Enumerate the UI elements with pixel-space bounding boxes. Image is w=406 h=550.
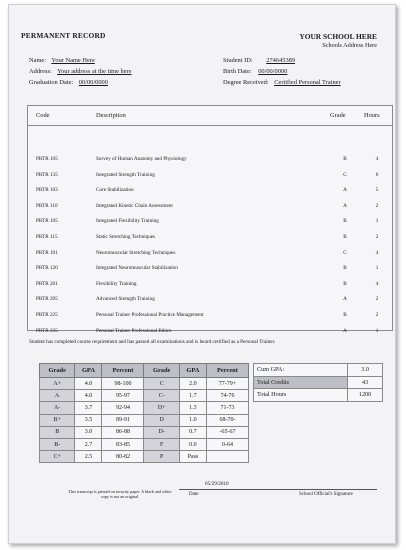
grade-scale-cell: 2.0 (179, 378, 206, 390)
total-credits-row (254, 376, 383, 389)
school-name: YOUR SCHOOL HERE (299, 32, 377, 41)
grade-scale-header-cell: GPA (75, 364, 102, 378)
grade-scale-cell: 71-73 (206, 402, 248, 414)
grade-scale-cell: 92-94 (102, 402, 144, 414)
course-description: Personal Trainer Professional Ethics (96, 327, 172, 334)
course-hours: 4 (375, 280, 379, 287)
grade-scale-cell: 2.7 (75, 438, 102, 450)
grade-scale-cell: 3.5 (75, 414, 102, 426)
course-code: PRTR 235 (36, 327, 58, 334)
course-row (28, 232, 392, 244)
course-description: Integrated Kinetic Chain Assessment (96, 202, 173, 209)
course-grade: B (343, 218, 347, 225)
grade-scale-table (39, 363, 249, 463)
grade-scale-cell: A- (40, 402, 75, 414)
course-grade: A (343, 327, 347, 334)
date-label: Date (189, 492, 199, 497)
course-hours: 1 (375, 327, 379, 334)
grade-scale-cell: 86-88 (102, 426, 144, 438)
course-hours: 5 (375, 187, 379, 194)
graduation-date-row (29, 79, 108, 86)
course-hours: 2 (375, 234, 379, 240)
grade-scale-cell: 98-100 (102, 378, 144, 390)
grade-scale-header (40, 364, 249, 378)
summary-table (253, 363, 383, 402)
grade-scale-row (40, 390, 249, 402)
graduation-date-label: Graduation Date: (29, 79, 74, 86)
grade-scale-cell: B- (40, 438, 75, 450)
course-table (27, 105, 393, 334)
total-hours-row (254, 389, 383, 402)
grade-scale-cell: 74-76 (206, 390, 248, 402)
course-hours: 4 (375, 249, 379, 256)
grade-scale-header-cell: Grade (40, 364, 75, 378)
grade-scale-cell: A+ (40, 378, 75, 390)
grade-scale-cell: 4.0 (75, 390, 102, 402)
grade-scale-cell: -65-67 (206, 426, 248, 438)
course-code: PRTR 115 (36, 234, 58, 240)
course-code: PRTR 201 (36, 280, 58, 287)
grade-scale-cell: 1.0 (179, 414, 206, 426)
grade-scale-cell: D+ (144, 402, 179, 414)
header-description: Description (96, 112, 126, 119)
course-code: PRTR 110 (36, 202, 58, 209)
student-id-value: 274645389 (266, 57, 296, 64)
completion-note: Student has completed course requirement and has passed all examinations and is heard certified as a Personal Trainer. (29, 339, 276, 345)
course-description: Integrated Neuromuscular Stabilization (96, 265, 178, 272)
course-description: Integrated Flexibility Training (96, 218, 159, 225)
grade-scale-cell: 0.0 (179, 438, 206, 450)
grade-scale-cell: 89-91 (102, 414, 144, 426)
course-description: Neuromuscular Stretching Techniques (96, 249, 176, 256)
total-hours-value: 1200 (348, 389, 383, 402)
course-grade: B (343, 265, 347, 272)
course-code: PRTR 103 (36, 187, 58, 194)
course-grade: C (343, 249, 347, 256)
course-hours: 1 (375, 265, 379, 272)
grade-scale-cell: Pass (179, 451, 206, 463)
course-hours: 2 (375, 312, 379, 318)
course-row (28, 279, 392, 291)
date-line (179, 489, 275, 490)
course-row (28, 248, 392, 260)
student-name-row (29, 57, 95, 64)
course-grade: B (343, 234, 347, 240)
grade-scale-cell: B (40, 426, 75, 438)
grade-scale-row (40, 451, 249, 463)
grade-scale-row (40, 438, 249, 450)
header-code: Code (36, 112, 50, 119)
course-grade: A (343, 202, 347, 209)
grade-scale-cell: 95-97 (102, 390, 144, 402)
degree-row (223, 79, 341, 86)
grade-scale-cell: 68-70- (206, 414, 248, 426)
grade-scale-row (40, 426, 249, 438)
course-code: PRTR 105 (36, 156, 58, 162)
course-grade: A (343, 296, 347, 303)
course-description: Flexibility Training (96, 280, 137, 287)
grade-scale-cell: 83-85 (102, 438, 144, 450)
grade-scale-cell: 80-82 (102, 451, 144, 463)
header-grade: Grade (330, 112, 346, 119)
course-row (28, 201, 392, 213)
grade-scale-cell: C- (144, 390, 179, 402)
student-name-label: Name: (29, 57, 47, 64)
course-hours: 6 (375, 171, 379, 178)
grade-scale-cell: 0.7 (179, 426, 206, 438)
course-grade: B (343, 312, 347, 318)
total-credits-label: Total Credits (254, 376, 348, 389)
course-row (28, 185, 392, 197)
grade-scale-header-cell: Percent (206, 364, 248, 378)
signature-label: School Official's Signature (299, 492, 353, 497)
student-id-label: Student ID: (223, 57, 253, 64)
course-code: PRTR 101 (36, 249, 58, 256)
grade-scale-cell: 1.3 (179, 402, 206, 414)
grade-scale-cell: D- (144, 426, 179, 438)
course-description: Survey of Human Anatomy and Physiology (96, 156, 187, 162)
course-row (28, 263, 392, 275)
graduation-date-value: 00/00/0000 (78, 79, 108, 86)
grade-scale-cell: A (40, 390, 75, 402)
course-row (28, 294, 392, 306)
course-code: PRTR 225 (36, 312, 58, 318)
grade-scale-header-cell: Grade (144, 364, 179, 378)
school-address: Schools Address Here (322, 42, 377, 49)
course-table-header (28, 106, 392, 126)
header-hours: Hours (364, 112, 380, 119)
degree-value: Certified Personal Trainer (274, 79, 341, 86)
course-description: Static Stretching Techniques (96, 234, 156, 240)
grade-scale-row (40, 414, 249, 426)
grade-scale-cell: B+ (40, 414, 75, 426)
course-description: Advanced Strength Training (96, 296, 155, 303)
grade-scale-cell: 3.7 (75, 402, 102, 414)
course-row (28, 154, 392, 166)
grade-scale-cell: 2.5 (75, 451, 102, 463)
course-description: Personal Trainer Professional Practice Management (96, 312, 204, 318)
student-name-value: Your Name Here (51, 57, 95, 64)
course-code: PRTR 105 (36, 218, 58, 225)
birth-date-value: 00/00/0000 (258, 68, 288, 75)
grade-scale-header-cell: GPA (179, 364, 206, 378)
course-hours: 2 (375, 296, 379, 303)
grade-scale-row (40, 402, 249, 414)
grade-scale-body (40, 378, 249, 463)
course-code: PRTR 205 (36, 296, 58, 303)
student-address-value: Your address at the time here (57, 68, 132, 75)
grade-scale-row (40, 378, 249, 390)
total-credits-value: 43 (348, 376, 383, 389)
course-description: Integrated Strength Training (96, 171, 155, 178)
degree-label: Degree Received: (223, 79, 269, 86)
course-row (28, 170, 392, 182)
course-row (28, 326, 392, 338)
birth-date-label: Birth Date: (223, 68, 252, 75)
grade-scale-cell: 3.0 (75, 426, 102, 438)
total-hours-label: Total Hours (254, 389, 348, 402)
grade-scale-cell: P (144, 451, 179, 463)
course-grade: A (343, 187, 347, 194)
course-row (28, 216, 392, 228)
course-grade: B (343, 156, 347, 162)
course-grade: B (343, 280, 347, 287)
grade-scale-header-cell: Percent (102, 364, 144, 378)
signature-line (267, 489, 377, 490)
birth-date-row (223, 68, 287, 75)
grade-scale-cell (206, 451, 248, 463)
grade-scale-cell: 4.0 (75, 378, 102, 390)
date-value: 05/29/2010 (205, 481, 229, 487)
transcript-sheet (8, 4, 396, 544)
cum-gpa-label: Cum GPA: (254, 364, 348, 377)
course-grade: C (343, 171, 347, 178)
course-hours: 2 (375, 202, 379, 209)
grade-scale-cell: C+ (40, 451, 75, 463)
grade-scale-cell: 1.7 (179, 390, 206, 402)
student-id-row (223, 57, 295, 64)
cum-gpa-row (254, 364, 383, 377)
grade-scale-cell: 0-64 (206, 438, 248, 450)
course-row (28, 310, 392, 322)
grade-scale-cell: D (144, 414, 179, 426)
grade-scale-cell: C (144, 378, 179, 390)
security-note: This transcript is printed on security paper. A black and white copy is not an original. (68, 489, 172, 500)
cum-gpa-value: 3.0 (348, 364, 383, 377)
student-address-row (29, 68, 132, 75)
course-description: Core Stabilization (96, 187, 134, 194)
grade-scale-cell: 77-79+ (206, 378, 248, 390)
course-hours: 4 (375, 156, 379, 162)
course-code: PRTR 135 (36, 171, 58, 178)
student-address-label: Address: (29, 68, 52, 75)
grade-scale-cell: F (144, 438, 179, 450)
course-code: PRTR 120 (36, 265, 58, 272)
course-hours: 1 (375, 218, 379, 225)
document-title: PERMANENT RECORD (21, 31, 106, 40)
